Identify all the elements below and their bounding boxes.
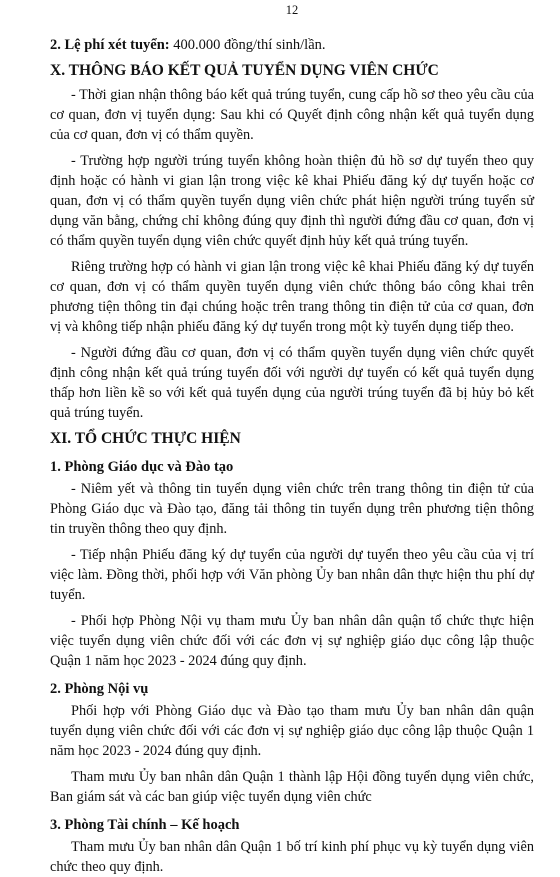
section-x-paragraph-1: - Thời gian nhận thông báo kết quả trúng tuyển, cung cấp hồ sơ theo yêu cầu của cơ quan, đơn vị tuyển dụng: Sau khi có Quyết định công nhận kết quả tuyển dụng của cơ quan, đơn vị có thẩm quyền. xyxy=(50,87,534,143)
subsection-3-paragraph-1: Tham mưu Ủy ban nhân dân Quận 1 bố trí kinh phí phục vụ kỳ tuyển dụng viên chức theo quy định. xyxy=(50,839,534,875)
section-x-paragraph-2: - Trường hợp người trúng tuyển không hoàn thiện đủ hồ sơ dự tuyển theo quy định hoặc có hành vi gian lận trong việc kê khai Phiếu đăng ký dự tuyển hoặc cơ quan, đơn vị có thẩm quyền tuyển dụng viên chức phát hiện người trúng tuyển sử dụng văn bằng, chứng chỉ không đúng quy định thì người đứng đầu cơ quan, đơn vị có thẩm quyền tuyển dụng viên chức quyết định hủy kết quả trúng tuyển. xyxy=(50,153,534,249)
subsection-1-title: 1. Phòng Giáo dục và Đào tạo xyxy=(50,459,234,475)
section-x-paragraph-4: - Người đứng đầu cơ quan, đơn vị có thẩm quyền tuyển dụng viên chức quyết định công nhận kết quả trúng tuyển đối với người dự tuyển có kết quả tuyển dụng thấp hơn liền kề so với kết quả tuyển dụng của người trúng tuyển đã bị hủy bỏ kết quả trúng tuyển. xyxy=(50,345,534,421)
subsection-2-paragraph-1: Phối hợp với Phòng Giáo dục và Đào tạo tham mưu Ủy ban nhân dân quận tuyển dụng viên chức đối với các đơn vị sự nghiệp giáo dục công lập thuộc Quận 1 năm học 2023 - 2024 đúng quy định. xyxy=(50,703,534,759)
fee-label: 2. Lệ phí xét tuyển: xyxy=(50,37,170,53)
fee-value: 400.000 đồng/thí sinh/lần. xyxy=(169,37,326,53)
subsection-1-paragraph-3: - Phối hợp Phòng Nội vụ tham mưu Ủy ban nhân dân quận tổ chức thực hiện việc tuyển dụng viên chức đối với các đơn vị sự nghiệp giáo dục công lập thuộc Quận 1 năm học 2023 - 2024 đúng quy định. xyxy=(50,613,534,669)
subsection-3-title: 3. Phòng Tài chính – Kế hoạch xyxy=(50,817,240,833)
section-xi-title: XI. TỔ CHỨC THỰC HIỆN xyxy=(50,430,241,447)
subsection-2-paragraph-2: Tham mưu Ủy ban nhân dân Quận 1 thành lập Hội đồng tuyển dụng viên chức, Ban giám sát và các ban giúp việc tuyển dụng viên chức xyxy=(50,769,534,805)
section-x-title: X. THÔNG BÁO KẾT QUẢ TUYỂN DỤNG VIÊN CHỨC xyxy=(50,62,439,79)
subsection-1-paragraph-1: - Niêm yết và thông tin tuyển dụng viên chức trên trang thông tin điện tử của Phòng Giáo dục và Đào tạo, đăng tải thông tin tuyển dụng trên phương tiện thông tin truyền thông theo quy định. xyxy=(50,481,534,537)
subsection-1-paragraph-2: - Tiếp nhận Phiếu đăng ký dự tuyển của người dự tuyển theo yêu cầu của vị trí việc làm. Đồng thời, phối hợp với Văn phòng Ủy ban nhân dân thực hiện thu phí dự tuyển. xyxy=(50,547,534,603)
fee-line xyxy=(50,35,534,55)
page-number: 12 xyxy=(285,3,299,17)
subsection-2-title: 2. Phòng Nội vụ xyxy=(50,681,149,697)
section-x-paragraph-3: Riêng trường hợp có hành vi gian lận trong việc kê khai Phiếu đăng ký dự tuyển cơ quan, đơn vị có thẩm quyền tuyển dụng viên chức thông báo công khai trên phương tiện thông tin đại chúng hoặc trên trang thông tin điện tử của cơ quan, đơn vị và không tiếp nhận phiếu đăng ký dự tuyển trong một kỳ tuyển dụng tiếp theo. xyxy=(50,259,534,335)
